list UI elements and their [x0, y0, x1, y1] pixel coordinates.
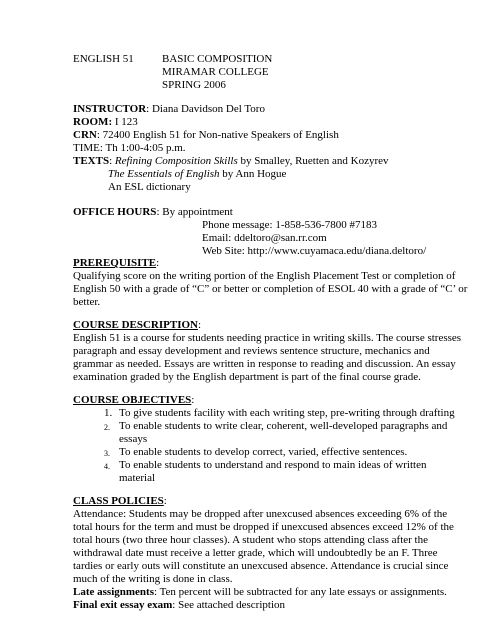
text2-title: The Essentials of English	[108, 168, 220, 180]
attendance-line: much of the writing is done in class.	[73, 573, 233, 585]
objective-text: To enable students to understand and respond to main ideas of written	[119, 459, 427, 471]
late-assignments-line	[73, 586, 447, 599]
objective-text: To enable students to write clear, coherent, well-developed paragraphs and	[119, 420, 448, 432]
description-line: examination graded by the English department is part of the final course grade.	[73, 371, 421, 383]
description-line: grammar as needed. Essays are written in response to reading and discussion. An essay	[73, 358, 456, 370]
objective-text: essays	[119, 433, 148, 445]
attendance-line: tardies or early outs will constitute an unexcused absence. Attendance is crucial since	[73, 560, 449, 572]
instructor-name: Diana Davidson Del Toro	[151, 103, 265, 115]
objective-number: 3.	[104, 449, 110, 458]
attendance-line: Attendance: Students may be dropped after unexcused absences exceeding 6% of the	[73, 508, 448, 520]
description-line: English 51 is a course for students needing practice in writing skills. The course stresses	[73, 332, 462, 344]
texts-line: TEXTS: Refining Composition Skills by Smalley, Ruetten and Kozyrev	[73, 155, 389, 167]
attendance-line: total hours for the term and must be dropped if unexcused absences exceed 12% of the	[73, 521, 454, 533]
room-label: ROOM:	[73, 116, 113, 128]
objective-number: 1.	[104, 407, 113, 419]
web-line: Web Site: http://www.cuyamaca.edu/diana.deltoro/	[202, 245, 427, 257]
room-value: I 123	[114, 116, 138, 128]
description-heading: COURSE DESCRIPTION	[73, 319, 198, 331]
text1-authors: by Smalley, Ruetten and Kozyrev	[237, 155, 389, 167]
policies-heading-line: CLASS POLICIES:	[73, 495, 167, 507]
prerequisite-line: better.	[73, 296, 101, 308]
office-hours-line: OFFICE HOURS: By appointment	[73, 206, 233, 218]
objectives-heading: COURSE OBJECTIVES	[73, 394, 192, 406]
course-title: BASIC COMPOSITION	[162, 53, 273, 65]
description-heading-line: COURSE DESCRIPTION:	[73, 319, 202, 331]
attendance-line: total hours (two three hour classes). A student who stops attending class after the	[73, 534, 428, 546]
college-name: MIRAMAR COLLEGE	[162, 66, 269, 78]
term: SPRING 2006	[162, 79, 226, 91]
description-line: paragraph and essay development and reviews sentence structure, mechanics and	[73, 345, 430, 357]
final-exam-text: : See attached description	[172, 599, 286, 611]
attendance-line: withdrawal date must receive a letter grade, which will undoubtedly be an F. Three	[73, 547, 438, 559]
office-hours-value: By appointment	[162, 206, 233, 218]
final-exam-label: Final exit essay exam	[73, 599, 173, 611]
crn-value: 72400 English 51 for Non-native Speakers of English	[102, 129, 339, 141]
objective-number: 4.	[104, 462, 110, 471]
late-assignments-text: : Ten percent will be subtracted for any late essays or assignments.	[153, 586, 447, 598]
objectives-heading-line: COURSE OBJECTIVES:	[73, 394, 195, 406]
instructor-line: INSTRUCTOR: Diana Davidson Del Toro	[73, 103, 265, 115]
objective-text: material	[119, 472, 156, 484]
final-exam-line	[73, 599, 285, 612]
text2-author: by Ann Hogue	[219, 168, 287, 180]
text2-line	[108, 168, 286, 181]
office-hours-label: OFFICE HOURS	[73, 206, 157, 218]
policies-heading: CLASS POLICIES	[73, 495, 164, 507]
objective-text: To enable students to develop correct, varied, effective sentences.	[119, 446, 408, 458]
prerequisite-line: English 50 with a grade of “C” or better or completion of ESOL 40 with a grade of “C’ or	[73, 283, 468, 295]
crn-label: CRN	[73, 129, 97, 141]
time-line: TIME: Th 1:00-4:05 p.m.	[73, 142, 186, 154]
text1-title: Refining Composition Skills	[114, 155, 238, 167]
course-code: ENGLISH 51	[73, 53, 134, 65]
objective-text: To give students facility with each writing step, pre-writing through drafting	[119, 407, 455, 419]
late-assignments-label: Late assignments	[73, 586, 154, 598]
text3-line: An ESL dictionary	[108, 181, 191, 193]
room-line	[73, 116, 138, 129]
crn-line: CRN: 72400 English 51 for Non-native Speakers of English	[73, 129, 339, 141]
prerequisite-line: Qualifying score on the writing portion of the English Placement Test or completion of	[73, 270, 456, 282]
prerequisite-heading-line: PREREQUISITE:	[73, 257, 160, 269]
prerequisite-heading: PREREQUISITE	[73, 257, 157, 269]
email-line: Email: ddeltoro@san.rr.com	[202, 232, 327, 244]
objective-number: 2.	[104, 423, 110, 432]
instructor-label: INSTRUCTOR	[73, 103, 147, 115]
texts-label: TEXTS	[73, 155, 110, 167]
phone-line: Phone message: 1-858-536-7800 #7183	[202, 219, 378, 231]
